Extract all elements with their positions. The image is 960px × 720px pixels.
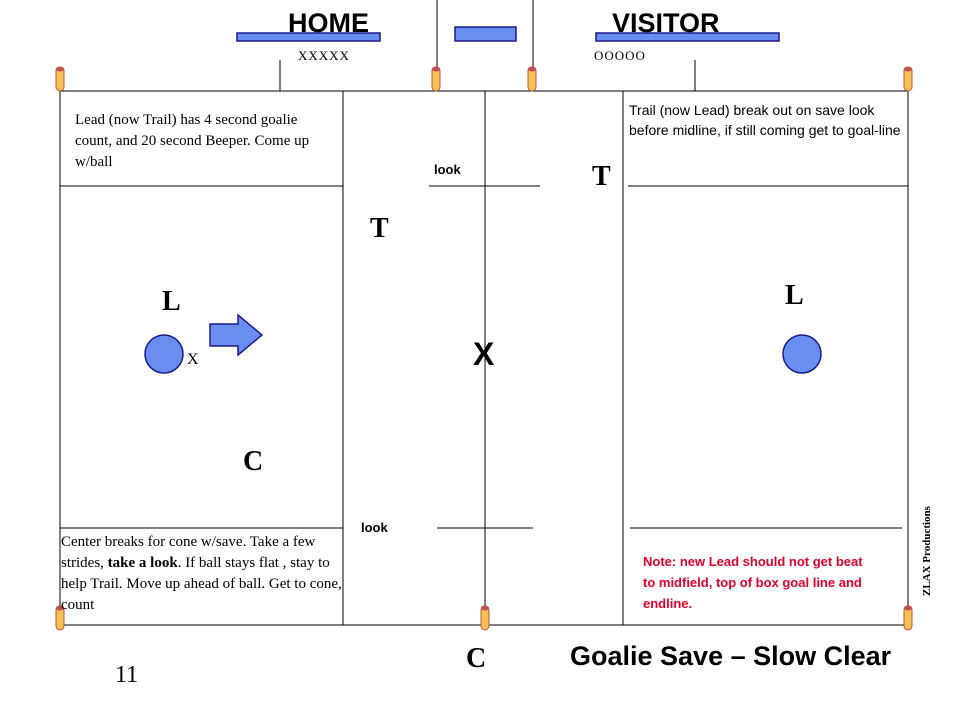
scorer-table <box>455 27 516 41</box>
cone-icon <box>481 606 489 631</box>
left-goal-icon <box>145 335 183 373</box>
visitor-label: VISITOR <box>612 8 720 38</box>
trail-lead-note: Trail (now Lead) break out on save look before midline, if still coming get to goal-line <box>629 102 901 138</box>
cone-icon <box>432 67 440 92</box>
center-note-emphasis: take a look <box>107 555 178 571</box>
right-goal-icon <box>783 335 821 373</box>
look-label-bottom: look <box>361 520 388 535</box>
credit-label: ZLAX Productions <box>921 506 933 596</box>
trail-marker-mid: T <box>370 213 389 244</box>
trail-marker-top: T <box>592 161 611 192</box>
player-x-marker: X <box>187 351 199 368</box>
visitor-players: OOOOO <box>594 48 646 63</box>
lead-marker-left: L <box>162 286 181 317</box>
slide-title: Goalie Save – Slow Clear <box>570 641 892 671</box>
faceoff-x-marker: X <box>473 336 495 372</box>
home-players: XXXXX <box>298 48 350 63</box>
arrow-right-icon <box>210 315 262 355</box>
lead-marker-right: L <box>785 280 804 311</box>
look-label-top: look <box>434 162 461 177</box>
warning-note: Note: new Lead should not get beat to midfield, top of box goal line and endline. <box>643 554 863 611</box>
center-marker-bottom: C <box>466 643 487 674</box>
page-number: 11 <box>115 662 139 688</box>
cone-icon <box>528 67 536 92</box>
cone-icon <box>904 67 912 92</box>
cone-icon <box>56 67 64 92</box>
center-marker-field: C <box>243 446 264 477</box>
center-note: Center breaks for cone w/save. Take a few strides, take a look. If ball stays flat , stay to help Trail. Move up ahead of ball. Get to cone, count <box>61 534 342 613</box>
cone-icon <box>904 606 912 631</box>
lead-trail-note: Lead (now Trail) has 4 second goalie count, and 20 second Beeper. Come up w/ball <box>75 112 310 170</box>
home-label: HOME <box>288 8 369 38</box>
